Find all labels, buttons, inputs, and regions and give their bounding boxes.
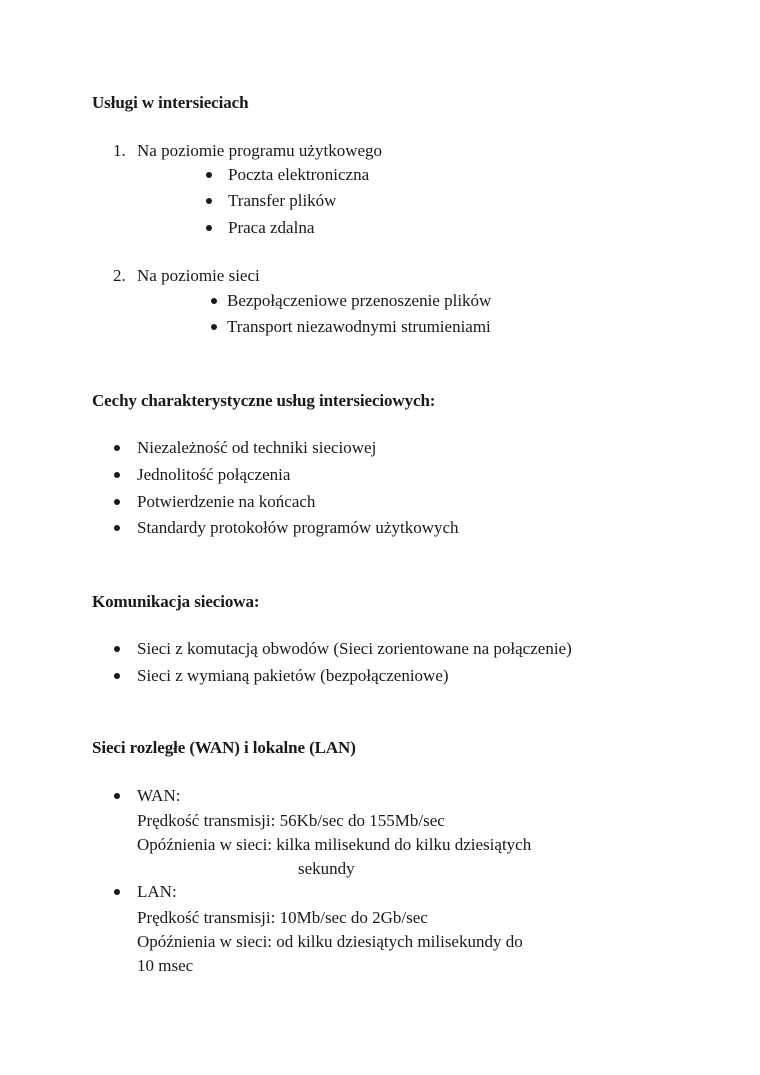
list-number: 1. (113, 141, 126, 160)
lan-label: LAN: (137, 882, 177, 901)
list-item: Sieci z komutacją obwodów (Sieci zorientowane na połączenie) (137, 639, 572, 658)
bullet-icon (206, 198, 212, 204)
list-item: Potwierdzenie na końcach (137, 492, 316, 511)
list-item-label: Na poziomie sieci (137, 266, 260, 285)
bullet-icon (114, 673, 120, 679)
list-item: Jednolitość połączenia (137, 465, 291, 484)
bullet-icon (114, 499, 120, 505)
lan-delay-cont: 10 msec (137, 956, 194, 975)
list-item: Praca zdalna (228, 218, 315, 237)
list-item: Niezależność od techniki sieciowej (137, 438, 377, 457)
bullet-icon (114, 525, 120, 531)
list-number: 2. (113, 266, 126, 285)
list-item: Bezpołączeniowe przenoszenie plików (227, 291, 492, 310)
bullet-icon (206, 225, 212, 231)
wan-label: WAN: (137, 786, 181, 805)
section-heading-komunikacja: Komunikacja sieciowa: (92, 592, 260, 611)
wan-delay-cont: sekundy (298, 859, 355, 878)
bullet-icon (114, 793, 120, 799)
bullet-icon (114, 646, 120, 652)
list-item: Transport niezawodnymi strumieniami (227, 317, 491, 336)
wan-speed: Prędkość transmisji: 56Kb/sec do 155Mb/sec (137, 811, 445, 830)
lan-speed: Prędkość transmisji: 10Mb/sec do 2Gb/sec (137, 908, 428, 927)
bullet-icon (114, 472, 120, 478)
section-heading-cechy: Cechy charakterystyczne usług intersieciowych: (92, 391, 436, 410)
list-item: Transfer plików (228, 191, 337, 210)
list-item: Poczta elektroniczna (228, 165, 370, 184)
bullet-icon (211, 324, 217, 330)
bullet-icon (211, 298, 217, 304)
list-item-label: Na poziomie programu użytkowego (137, 141, 383, 160)
section-heading-sieci: Sieci rozległe (WAN) i lokalne (LAN) (92, 738, 356, 757)
list-item: Standardy protokołów programów użytkowych (137, 518, 459, 537)
lan-delay: Opóźnienia w sieci: od kilku dziesiątych milisekundy do (137, 932, 523, 951)
bullet-icon (114, 889, 120, 895)
section-heading-uslugi: Usługi w intersieciach (92, 93, 249, 112)
bullet-icon (114, 445, 120, 451)
bullet-icon (206, 172, 212, 178)
wan-delay: Opóźnienia w sieci: kilka milisekund do kilku dziesiątych (137, 835, 532, 854)
list-item: Sieci z wymianą pakietów (bezpołączeniowe) (137, 666, 449, 685)
